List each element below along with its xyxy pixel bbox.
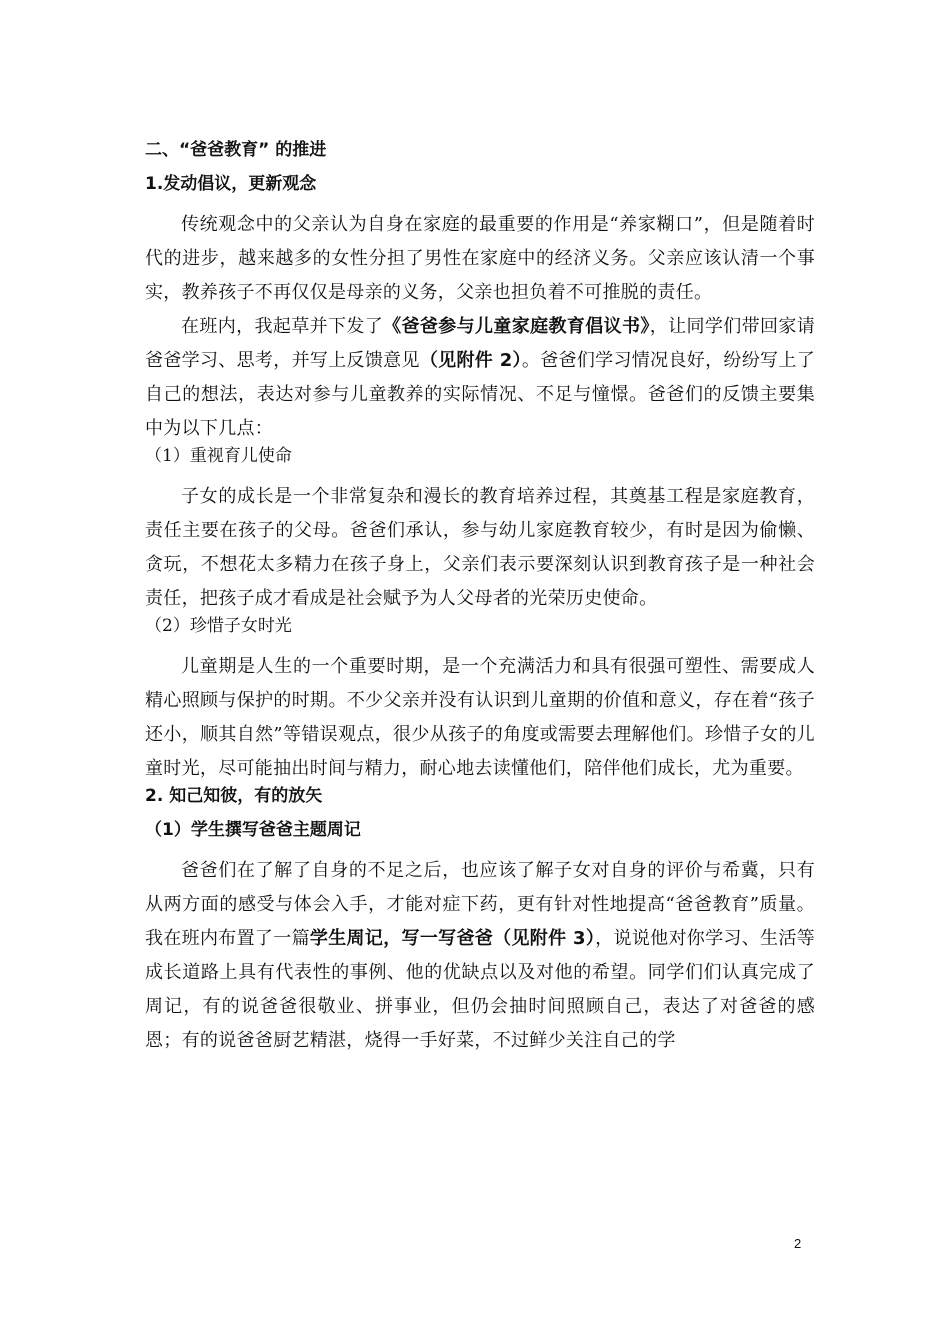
subsection-title-1: 1.发动倡议，更新观念 (145, 174, 317, 194)
attachment-ref-2: （见附件 2） (419, 350, 522, 371)
item-2-text: 儿童期是人生的一个重要时期，是一个充满活力和具有很强可塑性、需要成人精心照顾与保护的时期。不少父亲并没有认识到儿童期的价值和意义，存在着“孩子还小，顺其自然”等错误观点，很少从孩子的角度或需要去理解他们。珍惜子女的儿童时光，尽可能抽出时间与精力，耐心地去读懂他们，陪伴他们成长，尤为重要。 (145, 656, 815, 779)
page-number: 2 (794, 1236, 802, 1251)
weekly-journal-ref: 学生周记，写一写爸爸（见附件 3） (309, 928, 596, 949)
item-1-text: 子女的成长是一个非常复杂和漫长的教育培养过程，其奠基工程是家庭教育，责任主要在孩子的父母。爸爸们承认，参与幼儿家庭教育较少，有时是因为偷懒、贪玩，不想花太多精力在孩子身上，父亲们表示要深刻认识到教育孩子是一种社会责任，把孩子成才看成是社会赋予为人父母者的光荣历史使命。 (145, 486, 815, 609)
page-content (145, 140, 815, 1058)
paragraph-2-text-e: 。爸爸们学习情况良好，纷纷写上了自己的想法，表达对参与儿童教养的实际情况、不足与憧憬。爸爸们的反馈主要集中为以下几点： (145, 350, 815, 439)
item-2-title: （2）珍惜子女时光 (145, 616, 292, 636)
section-title: 二、“爸爸教育” 的推进 (145, 140, 327, 160)
item-1-title: （1）重视育儿使命 (145, 446, 292, 466)
paragraph-3 (145, 854, 815, 1058)
paragraph-2-text-a: 在班内，我起草并下发了 (181, 316, 384, 337)
item-3-title: （1）学生撰写爸爸主题周记 (145, 820, 361, 840)
paragraph-3-text-a: 爸爸们在了解了自身的不足之后，也应该了解子女对自身的评价与希冀，只有从两方面的感受与体会入手，才能对症下药，更有针对性地提高“爸爸教育”质量。我在班内布置了一篇 (145, 860, 815, 949)
proposal-title: 《爸爸参与儿童家庭教育倡议书》 (383, 316, 650, 337)
subsection-title-2: 2. 知己知彼，有的放矢 (145, 786, 323, 806)
paragraph-2-text-c: ，让同学们带回家请爸爸学习、思考，并写上反馈意见 (145, 316, 816, 371)
paragraph-1: 传统观念中的父亲认为自身在家庭的最重要的作用是“养家糊口”，但是随着时代的进步，越来越多的女性分担了男性在家庭中的经济义务。父亲应该认清一个事实，教养孩子不再仅仅是母亲的义务，父亲也担负着不可推脱的责任。 (145, 214, 815, 303)
paragraph-2 (145, 310, 815, 446)
paragraph-3-text-c: ，说说他对你学习、生活等成长道路上具有代表性的事例、他的优缺点以及对他的希望。同学们们认真完成了周记，有的说爸爸很敬业、拼事业，但仍会抽时间照顾自己，表达了对爸爸的感恩；有的说爸爸厨艺精湛，烧得一手好菜，不过鲜少关注自己的学 (145, 928, 816, 1051)
